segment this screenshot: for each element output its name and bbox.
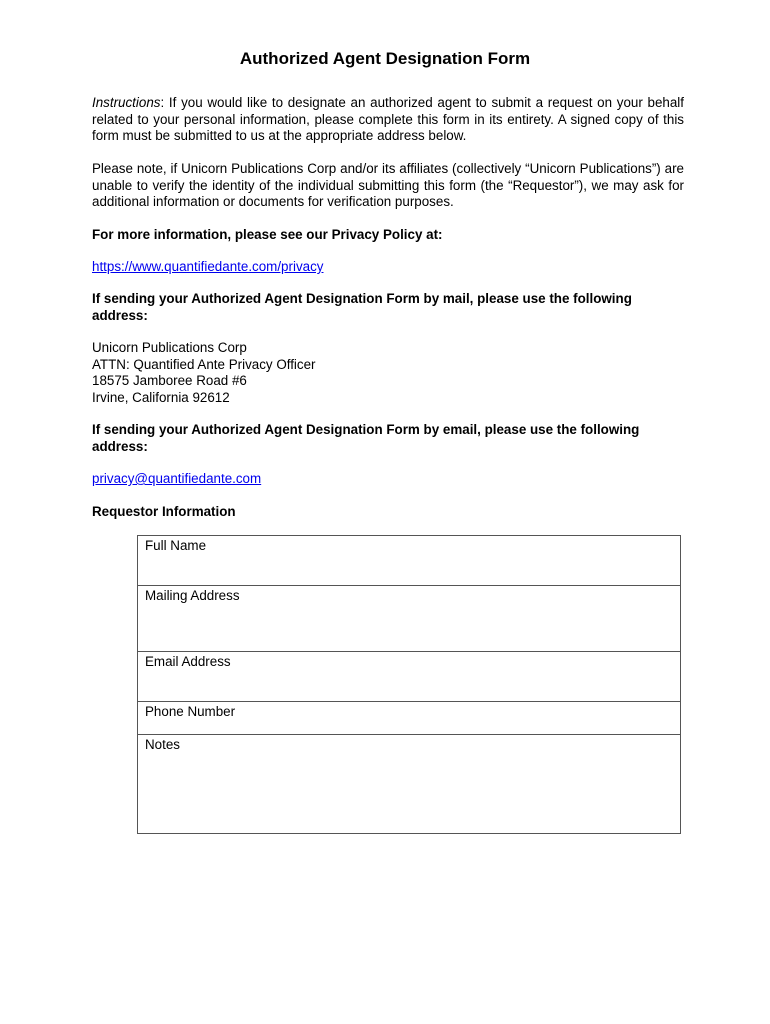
requestor-heading: Requestor Information: [92, 504, 236, 519]
notes-label: Notes: [145, 737, 180, 752]
address-line: ATTN: Quantified Ante Privacy Officer: [92, 356, 316, 372]
requestor-info-table: [137, 535, 681, 834]
instructions-paragraph: [92, 95, 684, 145]
privacy-link-line: [92, 259, 684, 276]
full-name-field[interactable]: [138, 536, 680, 586]
phone-number-field[interactable]: [138, 702, 680, 735]
address-line: Irvine, California 92612: [92, 389, 230, 405]
email-address-field[interactable]: [138, 652, 680, 702]
email-heading: If sending your Authorized Agent Designation Form by email, please use the following address:: [92, 422, 640, 454]
privacy-policy-link[interactable]: https://www.quantifiedante.com/privacy: [92, 259, 324, 274]
full-name-label: Full Name: [145, 538, 207, 553]
email-address-label: Email Address: [145, 654, 231, 669]
verification-note: Please note, if Unicorn Publications Corp and/or its affiliates (collectively “Unicorn Publications”) are unable to verify the identity of the individual submitting this form (the “Requestor”), we may ask for additional information or documents for verification purposes.: [92, 161, 684, 209]
instructions-label: Instructions: [92, 95, 161, 110]
mailing-address-label: Mailing Address: [145, 588, 240, 603]
phone-number-label: Phone Number: [145, 704, 236, 719]
page-title: Authorized Agent Designation Form: [239, 49, 531, 68]
privacy-email-link[interactable]: privacy@quantifiedante.com: [92, 471, 262, 486]
email-link-line: [92, 471, 684, 488]
address-line: 18575 Jamboree Road #6: [92, 373, 247, 388]
mailing-address: [92, 340, 684, 406]
mailing-address-field[interactable]: [138, 586, 680, 652]
privacy-heading: For more information, please see our Privacy Policy at:: [92, 227, 443, 242]
address-line: Unicorn Publications Corp: [92, 340, 247, 355]
mail-heading: If sending your Authorized Agent Designation Form by mail, please use the following address:: [92, 291, 632, 323]
instructions-text: : If you would like to designate an authorized agent to submit a request on your behalf related to your personal information, please complete this form in its entirety. A signed copy of this form must be submitted to us at the appropriate address below.: [92, 95, 684, 143]
notes-field[interactable]: [138, 735, 680, 833]
